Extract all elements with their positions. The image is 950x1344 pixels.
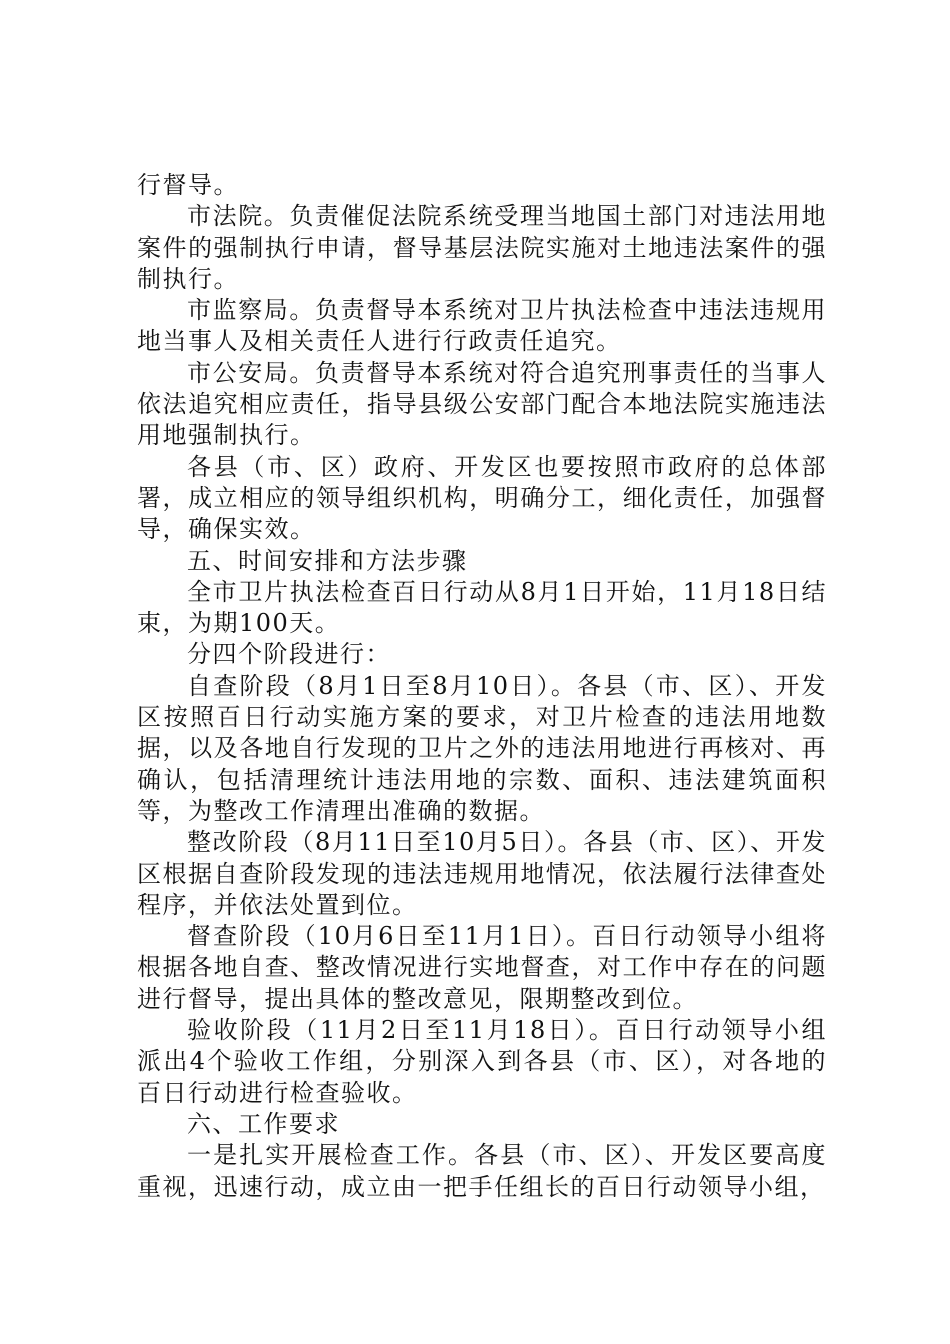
paragraph-requirement-one: 一是扎实开展检查工作。各县（市、区）、开发区要高度重视，迅速行动，成立由一把手任组长的百日行动领导小组，	[137, 1141, 827, 1201]
document-body	[137, 170, 827, 1203]
paragraph-rectification-stage: 整改阶段（8月11日至10月5日）。各县（市、区）、开发区根据自查阶段发现的违法违规用地情况，依法履行法律查处程序，并依法处置到位。	[137, 828, 827, 919]
paragraph-court: 市法院。负责催促法院系统受理当地国土部门对违法用地案件的强制执行申请，督导基层法院实施对土地违法案件的强制执行。	[137, 202, 827, 293]
paragraph-four-stages: 分四个阶段进行：	[187, 640, 391, 669]
paragraph-schedule-overview: 全市卫片执法检查百日行动从8月1日开始，11月18日结束，为期100天。	[137, 577, 827, 638]
paragraph-acceptance-stage: 验收阶段（11月2日至11月18日）。百日行动领导小组派出4个验收工作组，分别深入到各县（市、区），对各地的百日行动进行检查验收。	[137, 1016, 827, 1107]
paragraph-inspection-stage: 督查阶段（10月6日至11月1日）。百日行动领导小组将根据各地自查、整改情况进行实地督查，对工作中存在的问题进行督导，提出具体的整改意见，限期整改到位。	[137, 922, 827, 1013]
paragraph-self-check-stage: 自查阶段（8月1日至8月10日）。各县（市、区）、开发区按照百日行动实施方案的要求，对卫片检查的违法用地数据，以及各地自行发现的卫片之外的违法用地进行再核对、再确认，包括清理统计违法用地的宗数、面积、违法建筑面积等，为整改工作清理出准确的数据。	[137, 671, 827, 825]
paragraph-supervision-bureau: 市监察局。负责督导本系统对卫片执法检查中违法违规用地当事人及相关责任人进行行政责任追究。	[137, 296, 827, 356]
paragraph-continuation: 行督导。	[137, 171, 239, 199]
section-heading-requirements: 六、工作要求	[187, 1109, 340, 1138]
paragraph-public-security: 市公安局。负责督导本系统对符合追究刑事责任的当事人依法追究相应责任，指导县级公安部门配合本地法院实施违法用地强制执行。	[137, 358, 827, 450]
section-heading-schedule: 五、时间安排和方法步骤	[187, 546, 468, 575]
paragraph-county-governments: 各县（市、区）政府、开发区也要按照市政府的总体部署，成立相应的领导组织机构，明确分工，细化责任，加强督导，确保实效。	[137, 452, 827, 544]
